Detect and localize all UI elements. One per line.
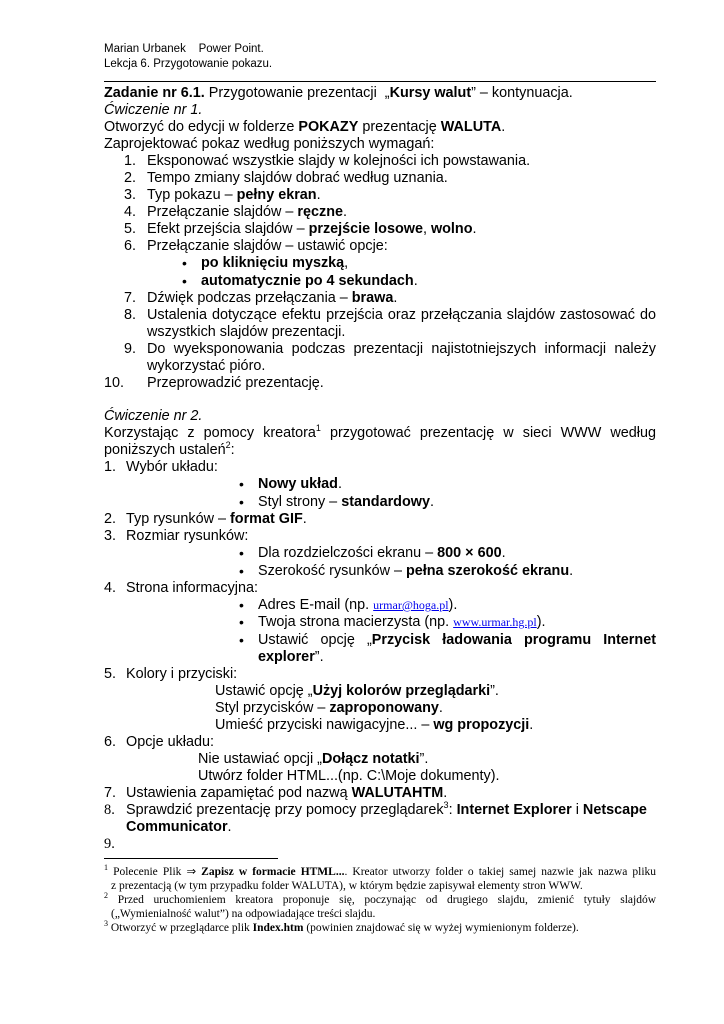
footnote-2-mark: 2 (104, 891, 108, 900)
task-label: Zadanie nr 6.1. (104, 85, 205, 101)
ex1-intro-2: Zaprojektować pokaz według poniższych wymagań: (104, 136, 435, 152)
ex2-s5-l1 (215, 683, 499, 700)
ex1-item-10-num: 10. (104, 375, 125, 391)
ex1-title-text: Ćwiczenie nr 1. (104, 102, 203, 118)
footnote-2-line-1 (104, 891, 656, 907)
header-lesson: Lekcja 6. Przygotowanie pokazu. (104, 58, 273, 70)
ex2-s4-b2 (258, 614, 546, 631)
ex2-s8-line-1 (126, 802, 647, 819)
ex2-s7 (126, 785, 447, 802)
ex1-item-5-mid: , (422, 221, 431, 237)
ex1-item-2-num: 2. (123, 170, 136, 186)
footnote-1-mark: 1 (104, 863, 108, 872)
ex1-item-3-text: Typ pokazu – (147, 187, 237, 203)
ex2-s5-l3 (215, 717, 533, 734)
header-line-1 (104, 42, 264, 56)
ex2-s5: Kolory i przyciski: (126, 666, 238, 682)
task-title (104, 85, 573, 102)
ex2-s4-b3-text: Ustawić opcję „ (258, 632, 372, 648)
ex2-s3-b1-bold: 800 × 600 (437, 545, 502, 561)
footnote-2-line-2: („Wymienialność walut”) na odpowiadające treści slajdu. (111, 908, 376, 920)
ex2-s2-tail: . (302, 511, 307, 527)
ex1-item-9-line-1: Do wyeksponowania podczas prezentacji najistotniejszych informacji należy (147, 341, 656, 357)
bullet-icon: • (239, 545, 244, 561)
ex1-item-10: Przeprowadzić prezentację. (147, 375, 324, 391)
ex2-s4-num: 4. (104, 580, 117, 596)
ex2-s4-b1-tail: ). (448, 597, 458, 613)
ex2-intro-1-b: przygotować prezentację w sieci WWW według (330, 425, 656, 441)
ex1-item-8-line-1: Ustalenia dotyczące efektu przejścia oraz przełączania slajdów zastosować do (147, 307, 656, 323)
task-text: Przygotowanie prezentacji (208, 85, 377, 101)
ex2-s1-b1-bold: Nowy układ (258, 476, 338, 492)
footnote-rule (104, 858, 278, 859)
ex1-item-3-num: 3. (123, 187, 136, 203)
ex2-s5-l2 (215, 700, 443, 717)
ex2-s6-l2: Utwórz folder HTML...(np. C:\Moje dokumenty). (198, 768, 500, 784)
footnote-3 (104, 919, 579, 935)
ex2-intro-1 (104, 425, 656, 442)
ex1-item-4-text: Przełączanie slajdów – (147, 204, 298, 220)
ex2-s8-mid: i (571, 802, 583, 818)
ex2-s1-b1-tail: . (337, 476, 342, 492)
ex1-item-9-line-2: wykorzystać pióro. (147, 358, 266, 374)
ex2-s5-l3-text: Umieść przyciski nawigacyjne... – (215, 717, 434, 733)
ex2-intro-2 (104, 442, 235, 459)
ex2-s8-colon: : (448, 802, 457, 818)
footnote-1-a: Polecenie Plik ⇒ (113, 866, 202, 878)
ex1-item-3 (147, 187, 321, 204)
ex2-s3-b2 (258, 563, 573, 580)
ex2-s8-bold2: Netscape (582, 802, 647, 818)
header-subject: Power Point. (198, 43, 264, 55)
ex1-item-7-num: 7. (123, 290, 136, 306)
ex2-s2 (126, 511, 307, 528)
bullet-icon: • (239, 563, 244, 579)
ex1-sub6-2 (201, 273, 418, 290)
footnote-1-b: . Kreator utworzy folder o takiej samej nazwie jak nazwa pliku (344, 866, 657, 878)
ex2-s3-num: 3. (104, 528, 117, 544)
ex2-s7-num: 7. (104, 785, 117, 801)
ex2-s5-l3-tail: . (529, 717, 534, 733)
ex1-intro-1-c: prezentację (362, 119, 437, 135)
task-tail: ” – kontynuacja. (471, 85, 573, 101)
ex2-intro-1-a: Korzystając z pomocy kreatora (104, 425, 316, 441)
ex2-s4-b3-tail: ”. (314, 649, 324, 665)
ex2-s5-l1-text: Ustawić opcję „ (215, 683, 313, 699)
ex2-s8-line-2 (126, 819, 232, 836)
ex1-intro-1-a: Otworzyć do edycji w folderze (104, 119, 295, 135)
footnote-3-a: Otworzyć w przeglądarce plik (110, 922, 253, 934)
ex2-s5-l2-bold: zaproponowany (329, 700, 439, 716)
ex1-file: WALUTA (440, 119, 502, 135)
ex1-item-4-num: 4. (123, 204, 136, 220)
ex1-item-3-tail: . (316, 187, 321, 203)
footnote-ref-2: 2 (225, 440, 231, 450)
ex2-intro-2-b: : (230, 442, 235, 458)
footnote-3-bold: Index.htm (252, 922, 304, 934)
ex1-intro-1-e: . (501, 119, 506, 135)
ex1-item-7-tail: . (393, 290, 398, 306)
ex1-folder: POKAZY (298, 119, 359, 135)
ex2-s1-b2 (258, 494, 434, 511)
ex2-s5-l2-tail: . (438, 700, 443, 716)
footnote-3-b: (powinien znajdować się w wyżej wymienionym folderze). (303, 922, 579, 934)
bullet-icon: • (239, 476, 244, 492)
ex2-s8-bold3: Communicator (126, 819, 228, 835)
ex2-s2-bold: format GIF (229, 511, 303, 527)
ex2-s1: Wybór układu: (126, 459, 218, 475)
ex2-s2-num: 2. (104, 511, 117, 527)
ex2-s5-l1-bold: Użyj kolorów przeglądarki (312, 683, 491, 699)
ex2-s5-num: 5. (104, 666, 117, 682)
ex1-item-4-tail: . (343, 204, 347, 220)
ex1-item-4-bold: ręczne (297, 204, 343, 220)
ex2-s2-text: Typ rysunków – (126, 511, 230, 527)
ex1-item-5-bold: przejście losowe (308, 221, 423, 237)
ex2-s4: Strona informacyjna: (126, 580, 258, 596)
ex1-item-5-tail: . (472, 221, 477, 237)
ex1-sub6-2-bold: automatycznie po 4 sekundach (201, 273, 414, 289)
bullet-icon: • (239, 494, 244, 510)
footnote-1-line-1 (104, 863, 657, 879)
ex1-item-2: Tempo zmiany slajdów dobrać według uznania. (147, 170, 448, 186)
ex1-item-4 (147, 204, 347, 221)
ex1-item-7-bold: brawa (351, 290, 394, 306)
ex1-sub6-1-tail: , (344, 255, 349, 271)
ex2-s3-b1 (258, 545, 506, 562)
ex2-s4-b1-text: Adres E-mail (np. (258, 597, 374, 613)
ex1-item-6-num: 6. (123, 238, 136, 254)
ex2-s7-bold: WALUTAHTM (351, 785, 444, 801)
ex1-item-3-bold: pełny ekran (236, 187, 317, 203)
ex1-item-7-text: Dźwięk podczas przełączania – (147, 290, 352, 306)
ex2-s9-num: 9. (104, 836, 115, 852)
footnote-ref-3: 3 (443, 800, 449, 810)
ex2-s5-l3-bold: wg propozycji (433, 717, 530, 733)
task-quote: „ (384, 85, 390, 101)
ex2-s3-b2-tail: . (569, 563, 574, 579)
ex2-s8-text: Sprawdzić prezentację przy pomocy przeglądarek (126, 802, 444, 818)
bullet-icon: • (239, 597, 244, 613)
ex2-s4-b3-line-1 (258, 632, 656, 649)
ex2-s4-b2-text: Twoja strona macierzysta (np. (258, 614, 454, 630)
header-author: Marian Urbanek (104, 43, 186, 55)
ex1-item-9-num: 9. (123, 341, 136, 357)
ex1-sub6-1 (201, 255, 348, 272)
ex2-s4-b3-bold-2: explorer (258, 649, 315, 665)
footnote-2-text: Przed uruchomieniem kreatora proponuje się, poczynając od drugiego slajdu, zmienić tytuły slajdów (117, 894, 656, 906)
ex1-sub6-2-tail: . (413, 273, 418, 289)
ex2-s3-b2-text: Szerokość rysunków – (258, 563, 406, 579)
ex2-s4-b2-tail: ). (536, 614, 546, 630)
ex1-item-1-num: 1. (123, 153, 136, 169)
ex2-s7-tail: . (443, 785, 448, 801)
header-rule (104, 81, 656, 82)
ex2-s6: Opcje układu: (126, 734, 214, 750)
ex2-s6-num: 6. (104, 734, 117, 750)
ex1-item-5-text: Efekt przejścia slajdów – (147, 221, 309, 237)
ex1-title (104, 102, 202, 119)
ex1-item-7 (147, 290, 397, 307)
ex1-item-5-bold2: wolno (430, 221, 473, 237)
footnote-1-bold: Zapisz w formacie HTML... (201, 866, 345, 878)
ex2-s8-num: 8. (104, 802, 115, 818)
bullet-icon: • (182, 273, 187, 289)
ex2-s8-tail: . (227, 819, 232, 835)
bullet-icon: • (182, 255, 187, 271)
ex1-item-8-line-2: wszystkich slajdów prezentacji. (147, 324, 346, 340)
ex2-s1-b1 (258, 476, 342, 493)
footnote-ref-1: 1 (315, 423, 321, 433)
ex2-s3: Rozmiar rysunków: (126, 528, 249, 544)
ex2-s4-b3-bold: Przycisk ładowania programu Internet (371, 632, 656, 648)
ex2-s6-l1-text: Nie ustawiać opcji „ (198, 751, 322, 767)
ex2-s3-b1-text: Dla rozdzielczości ekranu – (258, 545, 438, 561)
ex2-s1-b2-text: Styl strony – (258, 494, 342, 510)
ex2-s3-b2-bold: pełna szerokość ekranu (405, 563, 570, 579)
ex1-item-5-num: 5. (123, 221, 136, 237)
ex1-intro-1 (104, 119, 505, 136)
ex1-item-1: Eksponować wszystkie slajdy w kolejności ich powstawania. (147, 153, 531, 169)
bullet-icon: • (239, 614, 244, 630)
ex2-s6-l1-bold: Dołącz notatki (321, 751, 420, 767)
footnote-1-line-2: z prezentacją (w tym przypadku folder WALUTA), w którym będzie zapisywał elementy stron WWW. (111, 880, 583, 892)
homepage-link[interactable]: www.urmar.hg.pl (453, 615, 537, 629)
ex2-s4-b1 (258, 597, 457, 614)
email-link[interactable]: urmar@hoga.pl (373, 598, 449, 612)
ex2-s1-num: 1. (104, 459, 117, 475)
task-name: Kursy walut (389, 85, 472, 101)
ex2-s3-b1-tail: . (501, 545, 506, 561)
footnote-3-mark: 3 (104, 919, 108, 928)
ex2-title-text: Ćwiczenie nr 2. (104, 408, 203, 424)
ex2-intro-2-a: poniższych ustaleń (104, 442, 226, 458)
ex2-s4-b3-line-2 (258, 649, 324, 666)
ex1-item-8-num: 8. (123, 307, 136, 323)
ex2-s8-bold: Internet Explorer (456, 802, 572, 818)
ex1-item-5 (147, 221, 477, 238)
ex2-title (104, 408, 202, 425)
ex2-s1-b2-bold: standardowy (341, 494, 430, 510)
ex2-s5-l2-text: Styl przycisków – (215, 700, 330, 716)
ex2-s6-l1-tail: ”. (419, 751, 429, 767)
ex1-item-6: Przełączanie slajdów – ustawić opcje: (147, 238, 388, 254)
ex2-s1-b2-tail: . (429, 494, 434, 510)
ex2-s5-l1-tail: ”. (490, 683, 499, 699)
ex2-s7-text: Ustawienia zapamiętać pod nazwą (126, 785, 352, 801)
bullet-icon: • (239, 632, 244, 648)
ex1-sub6-1-bold: po kliknięciu myszką (201, 255, 345, 271)
ex2-s6-l1 (198, 751, 428, 768)
